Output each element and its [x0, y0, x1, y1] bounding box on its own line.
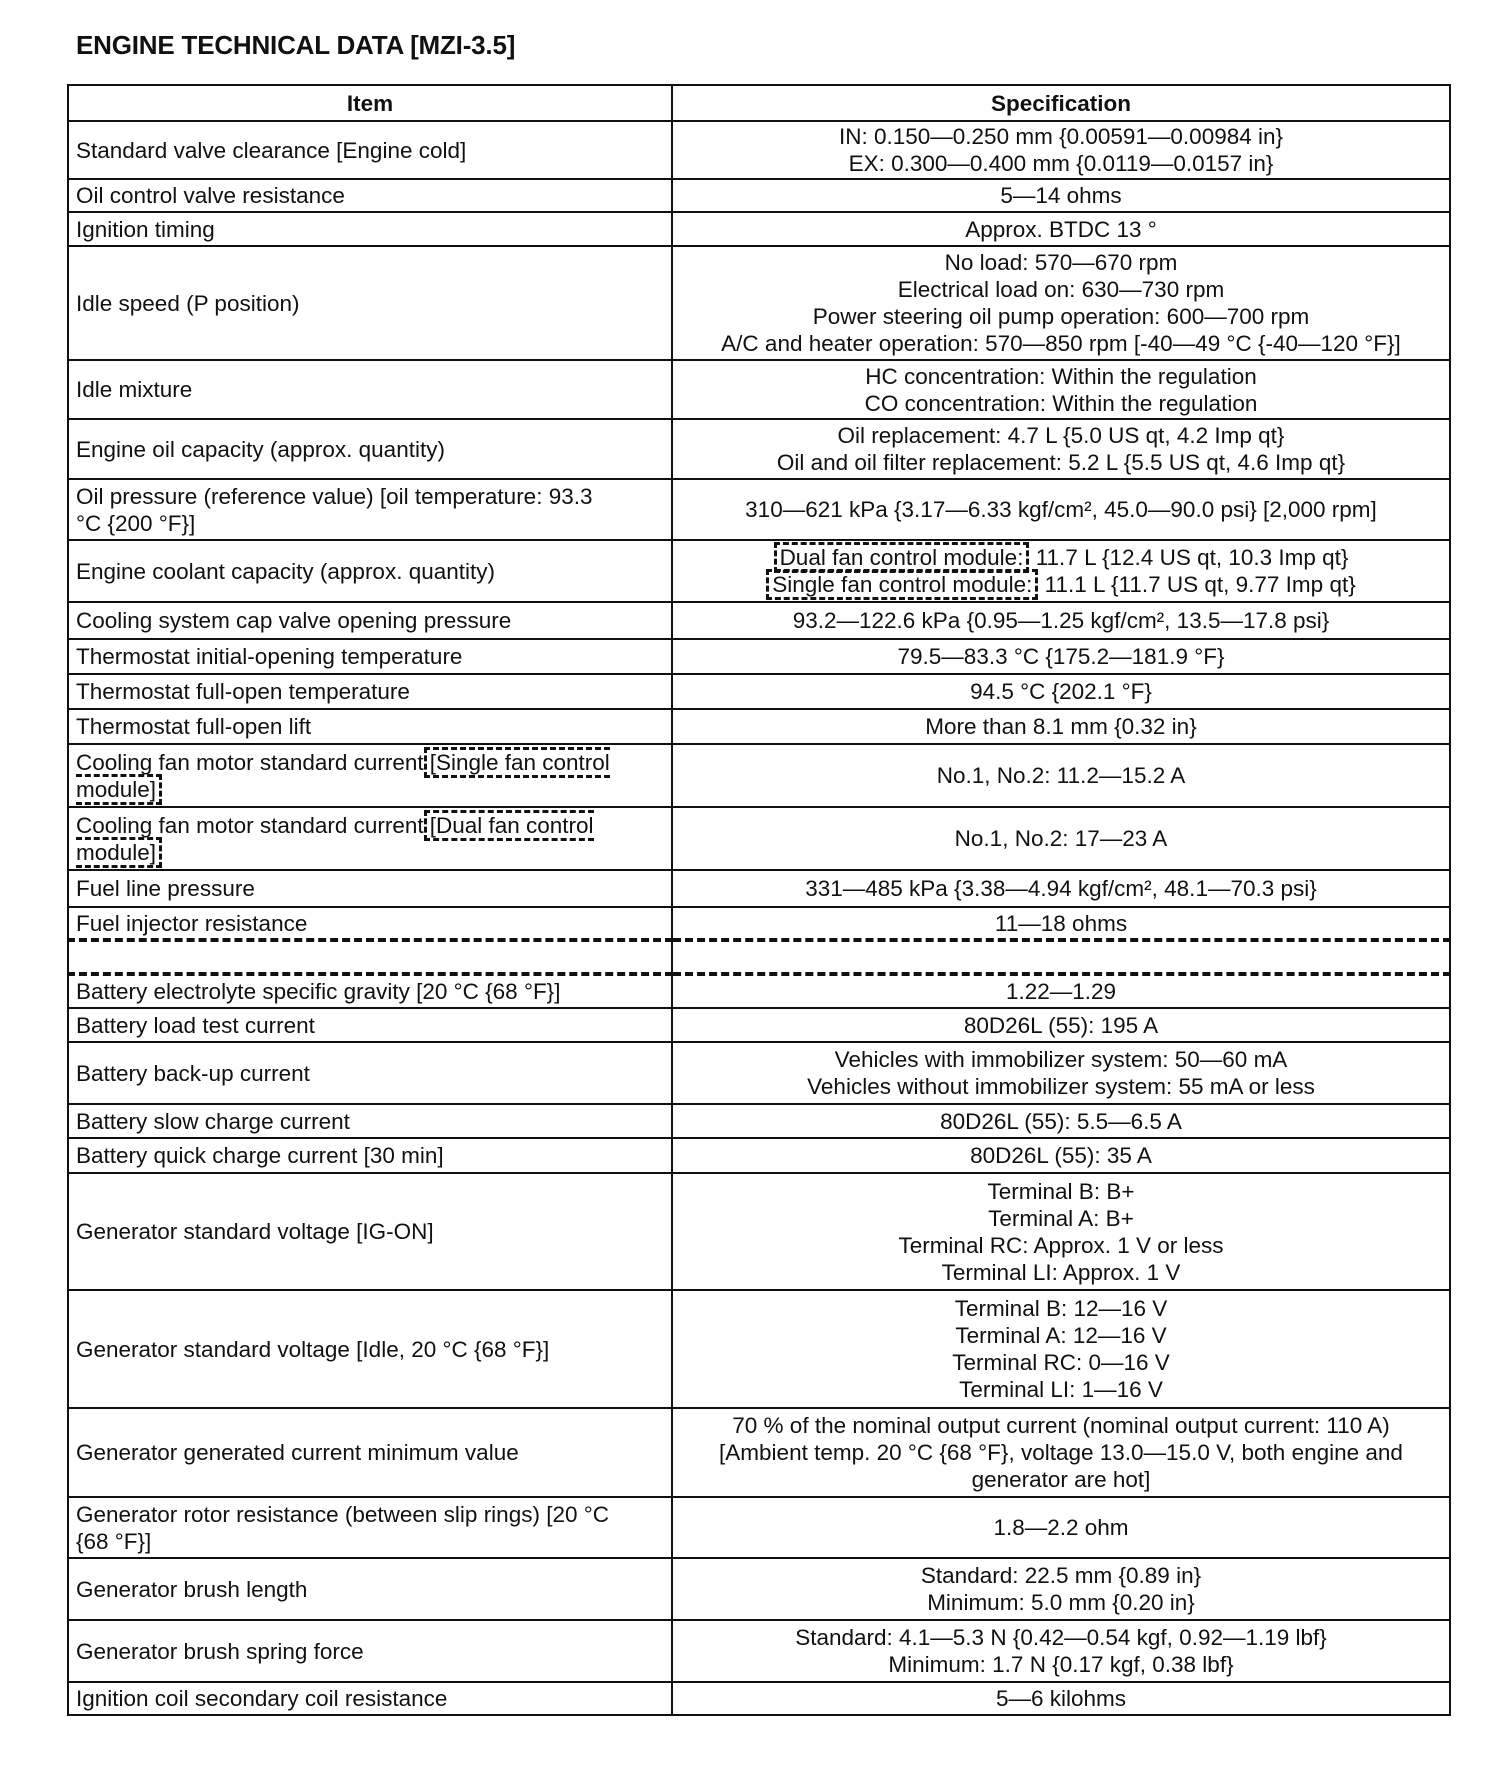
item-text-line: Thermostat initial-opening temperature: [76, 644, 463, 669]
table-row: [68, 1408, 1450, 1497]
table-row: [68, 1138, 1450, 1173]
item-text-line: Cooling system cap valve opening pressure: [76, 608, 512, 633]
specification-text-line: 5—14 ohms: [1000, 183, 1122, 208]
item-text-boxed-note: [Dual fan control module]: [76, 810, 594, 868]
table-row: [68, 1620, 1450, 1682]
specification-text-line: Terminal LI: 1—16 V: [959, 1377, 1163, 1402]
specification-cell: [672, 602, 1450, 639]
item-cell: [68, 674, 672, 709]
item-text-line: Fuel line pressure: [76, 876, 255, 901]
item-text-line: Battery back-up current: [76, 1060, 310, 1086]
item-cell: [68, 540, 672, 602]
specification-boxed-label: Single fan control module:: [766, 569, 1038, 600]
table-row: [68, 1290, 1450, 1408]
item-cell: [68, 479, 672, 540]
specification-cell: [672, 179, 1450, 212]
item-cell: [68, 907, 672, 940]
specification-text-line: 79.5—83.3 °C {175.2—181.9 °F}: [897, 644, 1225, 669]
item-text-prefix: Cooling fan motor standard current: [76, 749, 424, 775]
item-text-line: Idle speed (P position): [76, 290, 300, 316]
item-cell: [68, 744, 672, 807]
specification-cell: [672, 1558, 1450, 1620]
table-row: [68, 907, 1450, 940]
item-cell: [68, 940, 672, 974]
table-body: [68, 121, 1450, 1715]
item-text: [76, 810, 594, 868]
specification-cell: [672, 1408, 1450, 1497]
item-cell: [68, 709, 672, 744]
column-header-specification: Specification: [672, 85, 1450, 121]
specification-boxed-label: Dual fan control module:: [774, 542, 1030, 573]
item-text-line: Generator rotor resistance (between slip rings) [20 °C: [76, 1501, 609, 1527]
table-row: [68, 744, 1450, 807]
item-cell: [68, 246, 672, 360]
specification-text-line: Standard: 22.5 mm {0.89 in}: [920, 1563, 1202, 1588]
specification-text-line: Vehicles without immobilizer system: 55 mA or less: [807, 1074, 1315, 1099]
table-row: [68, 674, 1450, 709]
item-cell: [68, 360, 672, 419]
specification-text-line: No.1, No.2: 11.2—15.2 A: [936, 763, 1186, 788]
table-row: [68, 419, 1450, 479]
specification-cell: [672, 479, 1450, 540]
item-cell: [68, 807, 672, 870]
item-text-line: Thermostat full-open lift: [76, 714, 312, 739]
item-text-line: Generator standard voltage [IG-ON]: [76, 1219, 434, 1244]
item-text-boxed-note: [Single fan control module]: [76, 747, 610, 805]
table-row: [68, 540, 1450, 602]
item-text-line: Ignition timing: [76, 216, 215, 242]
specification-text-line: 1.8—2.2 ohm: [993, 1515, 1129, 1540]
specification-cell: [672, 1682, 1450, 1715]
item-text-line: Generator standard voltage [Idle, 20 °C {68 °F}]: [76, 1336, 550, 1362]
specification-cell: [672, 1497, 1450, 1558]
specification-text-line: 94.5 °C {202.1 °F}: [970, 679, 1152, 704]
specification-cell: [672, 1290, 1450, 1408]
table-row: [68, 1558, 1450, 1620]
column-header-item: Item: [68, 85, 672, 121]
specification-text-line: 80D26L (55): 35 A: [970, 1143, 1152, 1168]
specification-text-line: More than 8.1 mm {0.32 in}: [925, 714, 1197, 739]
specification-cell: [672, 246, 1450, 360]
specification-text-line: Terminal RC: Approx. 1 V or less: [898, 1232, 1224, 1258]
item-text-line: Engine coolant capacity (approx. quantity): [76, 558, 495, 584]
specification-text-line: Electrical load on: 630—730 rpm: [897, 277, 1225, 302]
table-row: [68, 212, 1450, 246]
specification-cell: [672, 1138, 1450, 1173]
item-cell: [68, 179, 672, 212]
item-cell: [68, 1173, 672, 1290]
item-text-line: Battery slow charge current: [76, 1108, 350, 1134]
specification-text-line: No load: 570—670 rpm: [944, 250, 1178, 275]
specification-value: 11.7 L {12.4 US qt, 10.3 Imp qt}: [1029, 545, 1349, 570]
item-text-line: Oil pressure (reference value) [oil temperature: 93.3: [76, 483, 593, 509]
table-row: [68, 1173, 1450, 1290]
table-row: [68, 1008, 1450, 1042]
table-header-row: [68, 85, 1450, 121]
specification-text-line: [680, 544, 1442, 571]
specification-cell: [672, 1173, 1450, 1290]
table-row: [68, 1497, 1450, 1558]
item-text: [76, 747, 610, 805]
item-text-line: Generator brush spring force: [76, 1638, 364, 1664]
specification-cell: [672, 360, 1450, 419]
table-row: [68, 121, 1450, 179]
table-row: [68, 709, 1450, 744]
item-text-line: Standard valve clearance [Engine cold]: [76, 137, 467, 163]
specification-text-line: Terminal RC: 0—16 V: [952, 1350, 1170, 1375]
item-text-line: °C {200 °F}]: [76, 510, 196, 536]
specification-text-line: No.1, No.2: 17—23 A: [954, 826, 1168, 851]
item-text-prefix: Cooling fan motor standard current: [76, 812, 424, 838]
item-cell: [68, 1408, 672, 1497]
specification-cell: [672, 1104, 1450, 1138]
specification-cell: [672, 974, 1450, 1008]
item-text-line: Oil control valve resistance: [76, 183, 345, 208]
specification-cell: [672, 1008, 1450, 1042]
specification-value: 11.1 L {11.7 US qt, 9.77 Imp qt}: [1038, 572, 1356, 597]
item-cell: [68, 1104, 672, 1138]
specification-text-line: Terminal B: 12—16 V: [954, 1296, 1168, 1321]
item-cell: [68, 1682, 672, 1715]
specification-text-line: A/C and heater operation: 570—850 rpm [-40—49 °C {-40—120 °F}]: [721, 331, 1401, 356]
specification-text-line: [680, 571, 1442, 598]
item-text-line: Thermostat full-open temperature: [76, 679, 410, 704]
specification-text-line: Oil and oil filter replacement: 5.2 L {5.5 US qt, 4.6 Imp qt}: [776, 450, 1346, 475]
item-cell: [68, 1138, 672, 1173]
specification-text-line: [Ambient temp. 20 °C {68 °F}, voltage 13.0—15.0 V, both engine and: [719, 1440, 1403, 1465]
specification-cell: [672, 674, 1450, 709]
specification-cell: [672, 870, 1450, 907]
item-cell: [68, 602, 672, 639]
item-cell: [68, 121, 672, 179]
item-cell: [68, 974, 672, 1008]
item-cell: [68, 1042, 672, 1104]
specification-cell: [672, 639, 1450, 674]
item-text-line: Fuel injector resistance: [76, 910, 308, 936]
item-text-line: Engine oil capacity (approx. quantity): [76, 436, 445, 462]
table-row: [68, 246, 1450, 360]
specification-text-line: Terminal A: B+: [988, 1205, 1134, 1231]
specification-cell: [672, 212, 1450, 246]
specification-text-line: Standard: 4.1—5.3 N {0.42—0.54 kgf, 0.92—1.19 lbf}: [795, 1625, 1327, 1650]
specification-text-line: Minimum: 5.0 mm {0.20 in}: [927, 1590, 1195, 1615]
specification-text-line: IN: 0.150—0.250 mm {0.00591—0.00984 in}: [838, 124, 1284, 149]
specification-text-line: EX: 0.300—0.400 mm {0.0119—0.0157 in}: [848, 151, 1274, 176]
item-text-line: Battery electrolyte specific gravity [20 °C {68 °F}]: [76, 979, 561, 1004]
table-row-blank: [68, 940, 1450, 974]
specification-cell: [672, 1042, 1450, 1104]
table-row: [68, 639, 1450, 674]
specification-text-line: Minimum: 1.7 N {0.17 kgf, 0.38 lbf}: [888, 1652, 1234, 1677]
item-text-line: Battery load test current: [76, 1012, 315, 1038]
document-title: ENGINE TECHNICAL DATA [MZI-3.5]: [76, 30, 516, 60]
item-text-line: Battery quick charge current [30 min]: [76, 1143, 444, 1168]
table-row: [68, 870, 1450, 907]
specification-text-line: 1.22—1.29: [1005, 979, 1117, 1004]
specification-text-line: Terminal B: B+: [987, 1178, 1135, 1204]
item-cell: [68, 1558, 672, 1620]
item-cell: [68, 419, 672, 479]
specification-text-line: Oil replacement: 4.7 L {5.0 US qt, 4.2 Imp qt}: [837, 423, 1285, 448]
specification-cell: [672, 807, 1450, 870]
table-row: [68, 974, 1450, 1008]
specification-text-line: 80D26L (55): 5.5—6.5 A: [940, 1108, 1182, 1134]
specification-text-line: 5—6 kilohms: [995, 1686, 1127, 1711]
specification-cell: [672, 709, 1450, 744]
table-row: [68, 602, 1450, 639]
specification-text-line: Approx. BTDC 13 °: [965, 216, 1157, 242]
engine-technical-data-table: [67, 84, 1451, 1716]
item-cell: [68, 212, 672, 246]
specification-text-line: 80D26L (55): 195 A: [963, 1012, 1159, 1038]
item-cell: [68, 1008, 672, 1042]
specification-cell: [672, 121, 1450, 179]
item-cell: [68, 870, 672, 907]
item-cell: [68, 1620, 672, 1682]
specification-text-line: 70 % of the nominal output current (nominal output current: 110 A): [732, 1413, 1390, 1438]
specification-text-line: 11—18 ohms: [994, 910, 1128, 936]
table-row: [68, 1682, 1450, 1715]
item-cell: [68, 1497, 672, 1558]
specification-cell: [672, 907, 1450, 940]
specification-cell: [672, 744, 1450, 807]
specification-text-line: generator are hot]: [971, 1467, 1151, 1492]
item-text-line: Generator brush length: [76, 1576, 308, 1602]
table-row: [68, 807, 1450, 870]
specification-text-line: Terminal LI: Approx. 1 V: [941, 1259, 1181, 1285]
item-text-line: Generator generated current minimum value: [76, 1440, 519, 1465]
specification-text-line: Terminal A: 12—16 V: [955, 1323, 1167, 1348]
specification-text-line: Vehicles with immobilizer system: 50—60 mA: [834, 1047, 1288, 1072]
specification-text-line: CO concentration: Within the regulation: [864, 390, 1258, 416]
table-row: [68, 1104, 1450, 1138]
specification-text-line: HC concentration: Within the regulation: [865, 363, 1257, 389]
table-row: [68, 179, 1450, 212]
specification-text-line: Power steering oil pump operation: 600—700 rpm: [812, 304, 1310, 329]
table-row: [68, 1042, 1450, 1104]
specification-cell: [672, 1620, 1450, 1682]
item-text-line: Idle mixture: [76, 377, 193, 402]
specification-cell: [672, 419, 1450, 479]
specification-text-line: 310—621 kPa {3.17—6.33 kgf/cm², 45.0—90.0 psi} [2,000 rpm]: [745, 497, 1377, 522]
specification-cell: [672, 940, 1450, 974]
specification-text-line: 93.2—122.6 kPa {0.95—1.25 kgf/cm², 13.5—17.8 psi}: [792, 608, 1330, 633]
item-cell: [68, 1290, 672, 1408]
table-row: [68, 479, 1450, 540]
specification-cell: [672, 540, 1450, 602]
item-text-line: Ignition coil secondary coil resistance: [76, 1686, 448, 1711]
table-row: [68, 360, 1450, 419]
item-text-line: {68 °F}]: [76, 1528, 152, 1554]
item-cell: [68, 639, 672, 674]
specification-text-line: 331—485 kPa {3.38—4.94 kgf/cm², 48.1—70.3 psi}: [805, 876, 1317, 901]
